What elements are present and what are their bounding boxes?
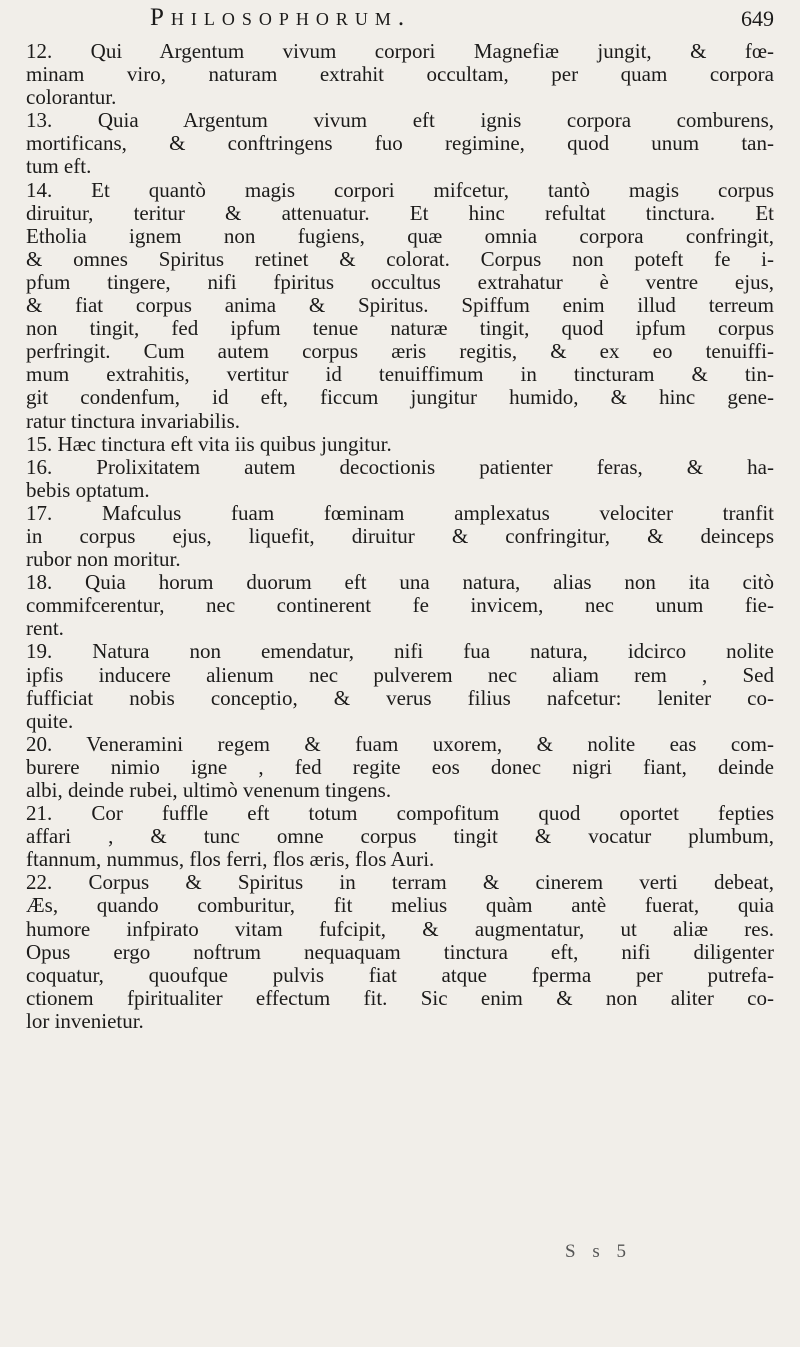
text-line: commifcerentur, nec continerent fe invicem, nec unum fie-	[26, 594, 774, 618]
text-line: ftannum, nummus, flos ferri, flos æris, flos Auri.	[26, 848, 435, 872]
text-line: humore infpirato vitam fufcipit, & augmentatur, ut aliæ res.	[26, 917, 774, 941]
page-number: 649	[741, 6, 774, 31]
text-line: lor invenietur.	[26, 1009, 144, 1033]
body-text	[26, 40, 774, 1033]
text-line: diruitur, teritur & attenuatur. Et hinc refultat tinctura. Et	[26, 201, 774, 225]
text-line: bebis optatum.	[26, 478, 150, 502]
text-line: non tingit, fed ipfum tenue naturæ tingit, quod ipfum corpus	[26, 317, 774, 341]
text-line: Æs, quando comburitur, fit melius quàm antè fuerat, quia	[26, 894, 774, 918]
text-line: 18. Quia horum duorum eft una natura, alias non ita citò	[26, 571, 774, 595]
text-line: Opus ergo noftrum nequaquam tinctura eft, nifi diligenter	[26, 940, 774, 964]
text-line: 16. Prolixitatem autem decoctionis patienter feras, & ha-	[26, 455, 774, 479]
text-line: in corpus ejus, liquefit, diruitur & confringitur, & deinceps	[26, 524, 774, 548]
text-line: affari , & tunc omne corpus tingit & vocatur plumbum,	[26, 825, 774, 849]
text-line: mortificans, & conftringens fuo regimine, quod unum tan-	[26, 132, 774, 156]
text-line: mum extrahitis, vertitur id tenuiffimum in tincturam & tin-	[26, 363, 774, 387]
text-line: 15. Hæc tinctura eft vita iis quibus jungitur.	[26, 432, 392, 456]
text-line: pfum tingere, nifi fpiritus occultus extrahatur è ventre ejus,	[26, 270, 774, 294]
text-line: & fiat corpus anima & Spiritus. Spiffum enim illud terreum	[26, 294, 774, 318]
text-line: 17. Mafculus fuam fœminam amplexatus velociter tranfit	[26, 501, 774, 525]
text-line: quite.	[26, 709, 74, 733]
text-line: albi, deinde rubei, ultimò venenum tingens.	[26, 779, 392, 802]
text-line: coquatur, quoufque pulvis fiat atque fperma per putrefa-	[26, 963, 774, 987]
text-line: 22. Corpus & Spiritus in terram & cinerem verti debeat,	[26, 871, 774, 895]
running-title: Philosophorum.	[150, 4, 412, 31]
text-line: 12. Qui Argentum vivum corpori Magnefiæ jungit, & fœ-	[26, 40, 774, 63]
text-line: 13. Quia Argentum vivum eft ignis corpora comburens,	[26, 109, 774, 133]
text-line: git condenfum, id eft, ficcum jungitur humido, & hinc gene-	[26, 386, 774, 410]
text-line: rent.	[26, 617, 64, 641]
text-line: 20. Veneramini regem & fuam uxorem, & nolite eas com-	[26, 732, 774, 756]
signature-mark: S s 5	[565, 1241, 632, 1262]
running-head	[40, 4, 774, 38]
text-line: burere nimio igne , fed regite eos donec nigri fiant, deinde	[26, 755, 774, 779]
text-line: colorantur.	[26, 86, 117, 110]
text-line: perfringit. Cum autem corpus æris regitis, & ex eo tenuiffi-	[26, 340, 774, 364]
text-line: ratur tinctura invariabilis.	[26, 409, 241, 433]
text-line: Etholia ignem non fugiens, quæ omnia corpora confringit,	[26, 224, 774, 248]
text-line: minam viro, naturam extrahit occultam, per quam corpora	[26, 63, 774, 87]
text-line: 21. Cor fuffle eft totum compofitum quod oportet fepties	[26, 802, 774, 826]
text-line: 14. Et quantò magis corpori mifcetur, tantò magis corpus	[26, 178, 774, 202]
text-line: ipfis inducere alienum nec pulverem nec aliam rem , Sed	[26, 663, 774, 687]
text-line: 19. Natura non emendatur, nifi fua natura, idcirco nolite	[26, 640, 774, 664]
text-line: & omnes Spiritus retinet & colorat. Corpus non poteft fe i-	[26, 247, 774, 271]
text-line: tum eft.	[26, 155, 92, 179]
text-line: rubor non moritur.	[26, 548, 181, 572]
text-line: fufficiat nobis conceptio, & verus filius nafcetur: leniter co-	[26, 686, 774, 710]
text-line: ctionem fpiritualiter effectum fit. Sic enim & non aliter co-	[26, 986, 774, 1010]
